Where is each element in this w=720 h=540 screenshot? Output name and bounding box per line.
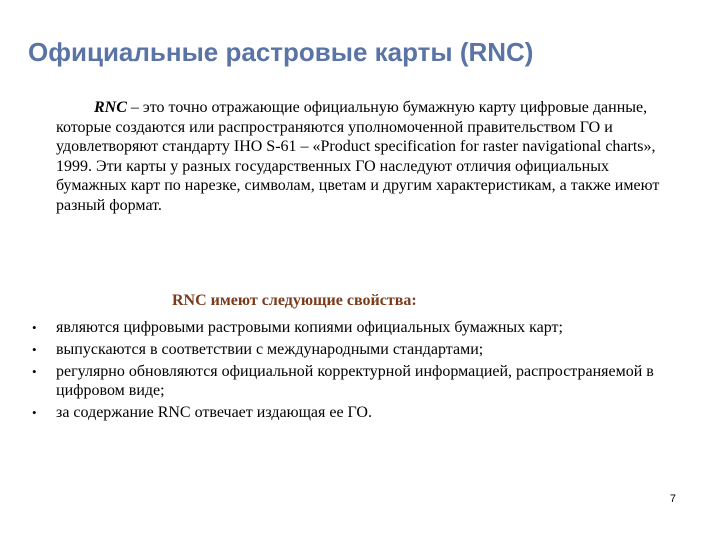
list-item-text: являются цифровыми растровыми копиями официальных бумажных карт; <box>56 319 563 336</box>
list-item <box>32 340 672 359</box>
list-item-text: выпускаются в соответствии с международными стандартами; <box>56 341 484 358</box>
bullet-icon: • <box>32 405 37 420</box>
list-item <box>32 403 672 422</box>
bullet-icon: • <box>32 364 37 379</box>
intro-term: RNC <box>94 99 127 116</box>
page-number: 7 <box>669 493 676 505</box>
intro-text: – это точно отражающие официальную бумажную карту цифровые данные, которые создаются или распространяются уполномоченной правительством ГО и удовлетворяют стандарту IHO S-61 – «Product specification for raster navigational charts», 1999. Эти карты у разных государственных ГО наследуют отличия официальных бумажных карт по нарезке, символам, цветам и другим характеристикам, а также имеют разный формат. <box>56 99 660 214</box>
properties-list <box>32 318 672 425</box>
list-item <box>32 362 672 400</box>
intro-paragraph <box>56 98 666 215</box>
list-item <box>32 318 672 337</box>
list-item-text: регулярно обновляются официальной корректурной информацией, распространяемой в цифровом виде; <box>56 363 654 399</box>
bullet-icon: • <box>32 342 37 357</box>
slide-title: Официальные растровые карты (RNC) <box>28 37 534 67</box>
bullet-icon: • <box>32 320 37 335</box>
list-item-text: за содержание RNC отвечает издающая ее ГО. <box>56 404 372 421</box>
properties-heading: RNC имеют следующие свойства: <box>172 292 417 309</box>
